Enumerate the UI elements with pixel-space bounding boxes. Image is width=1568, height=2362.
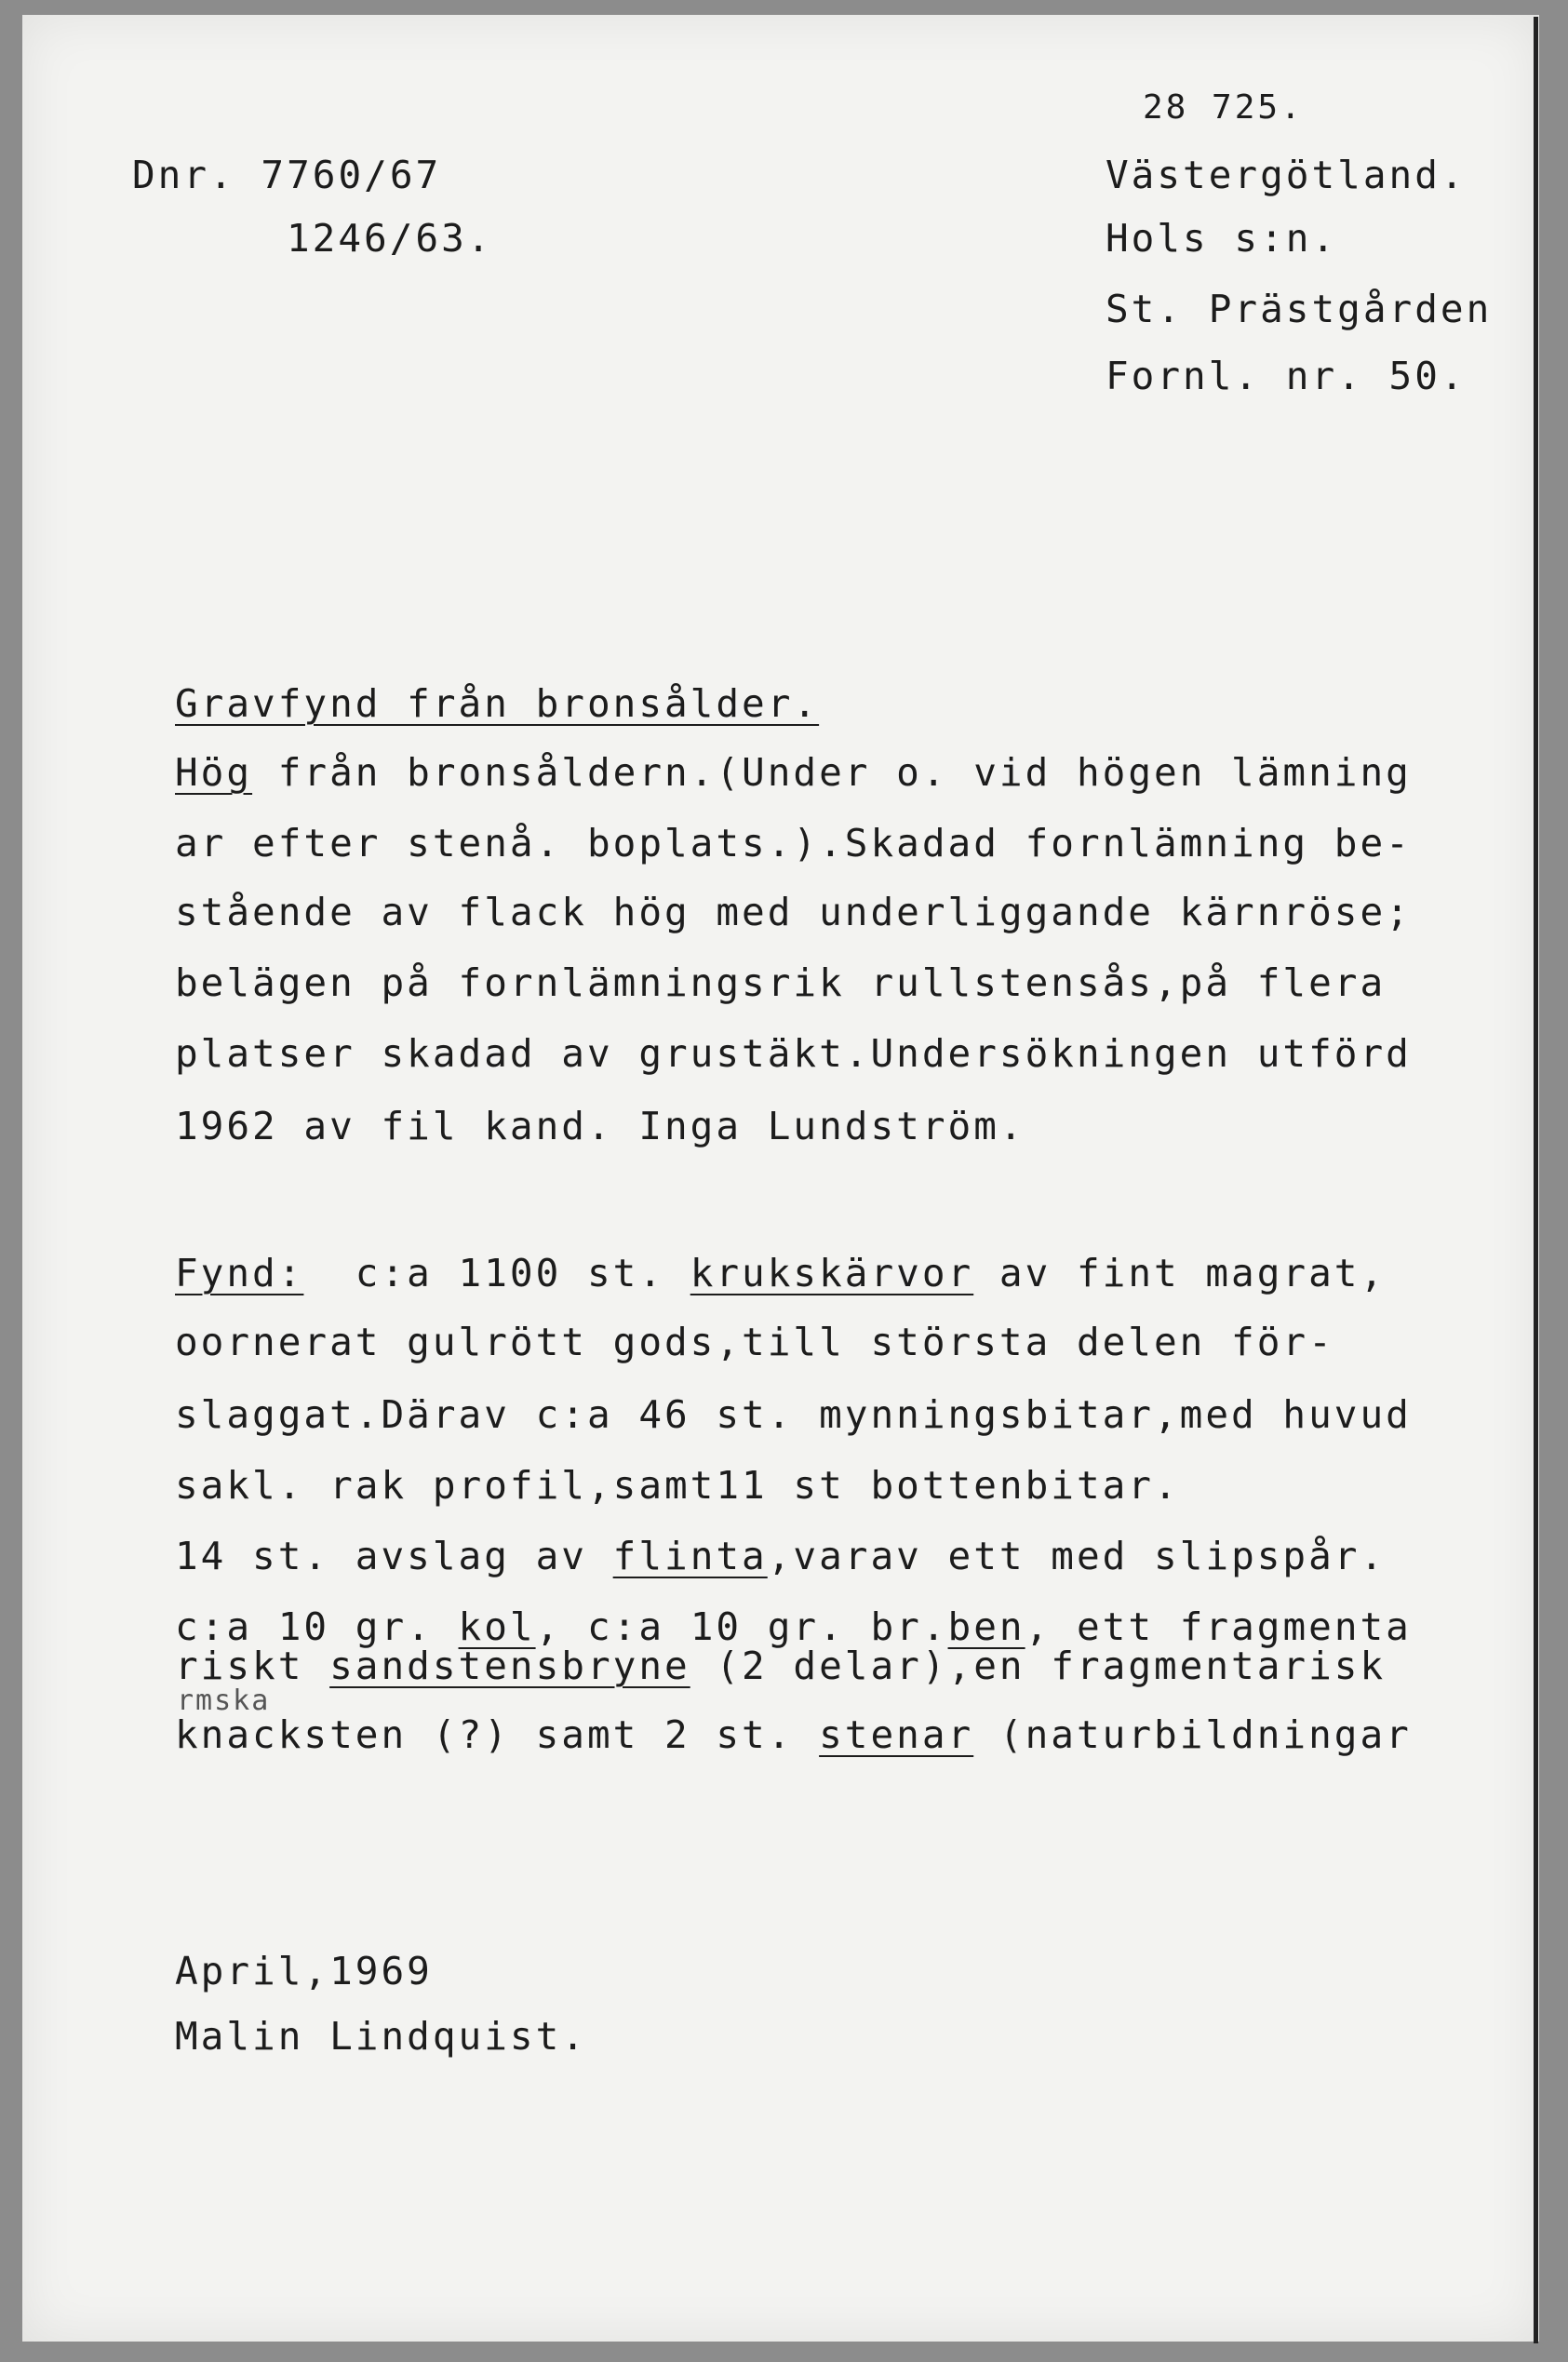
finds-text: c:a 1100 st. [303,1251,690,1295]
finds-line [175,1251,1387,1295]
finds-keyword: kol [458,1604,536,1649]
province: Västergötland. [1106,153,1467,197]
document-date: April,1969 [175,1949,433,1993]
card-edge [1534,17,1538,2343]
finds-line: sakl. rak profil,samt11 st bottenbitar. [175,1463,1180,1508]
document-author: Malin Lindquist. [175,2014,587,2059]
description-line: belägen på fornlämningsrik rullstensås,på flera [175,960,1387,1005]
catalog-number: 28 725. [1143,88,1304,127]
finds-text: (2 delar),en fragmentarisk [690,1644,1387,1688]
overtyped-word: rmska [177,1684,271,1717]
finds-line [175,1644,1387,1688]
finds-line [175,1712,1412,1757]
description-line [175,750,1412,795]
finds-text: knacksten (?) samt 2 st. [175,1712,820,1757]
parish: Hols s:n. [1106,216,1338,261]
finds-keyword: flinta [612,1534,768,1578]
description-line: stående av flack hög med underliggande kärnröse; [175,890,1412,934]
finds-keyword: ben [947,1604,1025,1649]
finds-keyword: stenar [819,1712,974,1757]
finds-text: ,varav ett med slipspår. [767,1534,1387,1578]
finds-text: , c:a 10 gr. br. [535,1604,948,1649]
finds-label: Fynd: [175,1251,304,1295]
finds-line [175,1604,1412,1649]
finds-text: 14 st. avslag av [175,1534,613,1578]
finds-text: c:a 10 gr. [175,1604,459,1649]
dnr-number: Dnr. 7760/67 [132,153,442,197]
finds-text: , ett fragmenta [1025,1604,1412,1649]
dnr-second-number: 1246/63. [287,216,493,261]
finds-text: (naturbildningar [973,1712,1412,1757]
description-text: från bronsåldern.(Under o. vid högen lämning [252,750,1412,795]
description-line: 1962 av fil kand. Inga Lundström. [175,1104,1025,1148]
finds-keyword: sandstensbryne [329,1644,690,1688]
finds-text: riskt [175,1644,330,1688]
description-keyword: Hög [175,750,253,795]
finds-line: slaggat.Därav c:a 46 st. mynningsbitar,med huvud [175,1392,1412,1437]
description-line: ar efter stenå. boplats.).Skadad fornlämning be- [175,821,1412,866]
finds-line [175,1534,1387,1578]
finds-line: oornerat gulrött gods,till största delen för- [175,1320,1334,1364]
finds-keyword: krukskärvor [690,1251,974,1295]
fornl-number: Fornl. nr. 50. [1106,354,1467,398]
document-title: Gravfynd från bronsålder. [175,681,820,726]
finds-text: av fint magrat, [973,1251,1387,1295]
place: St. Prästgården [1106,287,1493,331]
description-line: platser skadad av grustäkt.Undersökningen utförd [175,1031,1412,1076]
